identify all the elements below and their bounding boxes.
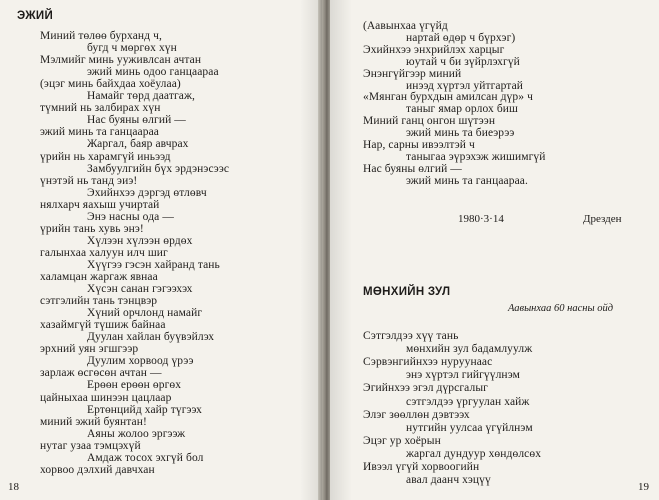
poem-line: хорвоо дэлхий давчхан	[40, 463, 155, 476]
poem-line: «Мянган бурхдын амилсан дүр» ч	[363, 91, 533, 104]
poem-line: Дуулан хайлан буүвэйлэх	[87, 331, 215, 344]
poem-date: 1980·3·14	[458, 213, 504, 225]
poem-line: таныгаа эүрэхэж жишимгүй	[406, 150, 546, 163]
poem-line: Миний ганц онгон шүтээн	[363, 115, 496, 128]
poem-line: Энэ насны ода —	[87, 210, 174, 223]
poem-line: хазаймгүй түшиж байнаа	[40, 319, 166, 332]
poem-line: Замбуулгийн бүх эрдэнэсээс	[87, 162, 230, 175]
poem-line: эжий минь та ганцаараа	[40, 126, 159, 139]
poem-line: Нар, сарны ивээлтэй ч	[363, 139, 475, 151]
poem-line: Сэтгэлдээ хүү тань	[363, 330, 459, 342]
poem-line: Элэг зөөллөн дэвтээх	[363, 408, 470, 421]
page-number-left: 18	[8, 481, 19, 493]
poem-line: Хүсэн санан гэгээхэх	[87, 283, 193, 296]
poem-line: нутаг узаа тэмцэхүй	[40, 439, 141, 452]
left-page	[0, 0, 322, 500]
page-shadow-right	[330, 0, 352, 500]
poem-title: ЭЖИЙ	[17, 10, 54, 22]
poem-line: энэ хүртэл гийгүүлнэм	[406, 369, 521, 382]
poem-line: Дуулим хорвоод үрээ	[87, 355, 194, 368]
poem-line: (эцэг минь байхдаа хоёулаа)	[40, 78, 181, 91]
page-shadow-left	[300, 0, 322, 500]
poem-line: Ертөнцийд хайр түгээх	[87, 403, 202, 416]
poem-line: Хүүгээ гэсэн хайранд тань	[87, 258, 220, 271]
poem-line: инээд хүртэл уйтгартай	[406, 79, 524, 92]
poem-line: авал даанч хэцүү	[406, 474, 491, 487]
poem-line: эрхний уян эгшгээр	[40, 343, 139, 356]
poem-line: бугд ч мөргөх хүн	[87, 42, 177, 55]
poem-line: Нас буяны өлгий —	[87, 114, 186, 127]
poem-line: үрийн нь харамгүй иньээд	[40, 150, 171, 163]
poem-line: түмний нь залбирах хүн	[40, 102, 161, 115]
poem-line: Хүлээн хүлээн өрдөх	[87, 234, 193, 247]
poem-line: нялхарч яахыш учиртай	[40, 198, 160, 211]
poem-line: Нас буяны өлгий —	[363, 162, 462, 175]
poem-line: таныг ямар орлох биш	[406, 103, 518, 116]
poem-line: цайныхаа шинээн цацлаар	[40, 391, 172, 404]
poem-line: юутай ч би зүйрлэхгүй	[406, 55, 520, 68]
poem-line: Ерөөн ерөөн өргөх	[87, 379, 182, 392]
poem-line: Сэрвэнгийнхээ нуруунаас	[363, 356, 493, 369]
poem-line: Эхийнхээ энхрийлэх харцыг	[363, 43, 505, 56]
poem-line: Ивээл үгүй хорвоогийн	[363, 461, 480, 473]
poem-line: нартай өдөр ч бүрхэг)	[406, 31, 516, 44]
poem-line: халамцан жаргаж явнаа	[40, 271, 158, 283]
right-page	[330, 0, 659, 500]
poem-line: Мэлмийг минь ууживлсан ачтан	[40, 54, 202, 67]
poem-line: миний эжий буянтан!	[40, 415, 147, 428]
poem-line: Энэнгүйгээр миний	[363, 67, 462, 80]
poem-line: Эхийнхээ дэргэд өтлөвч	[87, 186, 207, 199]
poem-line: мөнхийн зул бадамлуулж	[406, 343, 533, 356]
poem-line: Намайг төрд даатгаж,	[87, 90, 195, 103]
poem-title-2: МӨНХИЙН ЗУЛ	[363, 286, 451, 298]
poem-line: сэтгэлийн тань тэнцвэр	[40, 295, 158, 308]
poem-line: зарлаж өсгөсөн ачтан —	[40, 367, 162, 380]
page-number-right: 19	[638, 481, 649, 493]
poem-line: эжий минь та ганцаараа.	[406, 174, 528, 187]
poem-line: үнэтэй нь танд эиэ!	[40, 174, 138, 187]
poem-line: сэтгэлдээ үргуулан хайж	[406, 395, 530, 408]
poem-line: Миний төлөө бурханд ч,	[40, 30, 162, 42]
poem-line: галынхаа халуун илч шиг	[40, 246, 168, 259]
poem-line: Жаргал, баяр авчрах	[87, 138, 189, 151]
poem-line: (Аавынхаа үгүйд	[363, 20, 448, 32]
poem-line: Эгийнхээ эгэл дүрсгалыг	[363, 382, 488, 395]
poem-line: эжий минь та биеэрээ	[406, 127, 515, 140]
poem-line: үрийн тань хувь энэ!	[40, 222, 144, 235]
poem-line: эжий минь одоо ганцаараа	[87, 66, 219, 79]
poem-line: Эцэг ур хоёрын	[363, 434, 441, 447]
poem-place: Дрезден	[583, 213, 622, 225]
poem-line: жаргал дундуур хөндөлсөх	[406, 447, 542, 460]
poem-epigraph: Аавынхаа 60 насны ойд	[508, 303, 614, 314]
poem-line: Амдаж тосох эхгүй бол	[87, 451, 204, 464]
poem-line: Аяны жолоо эргээж	[87, 427, 186, 440]
poem-line: Хүний орчлонд намайг	[87, 307, 203, 320]
poem-line: нутгийн уулсаа үгүйлнэм	[406, 421, 533, 434]
